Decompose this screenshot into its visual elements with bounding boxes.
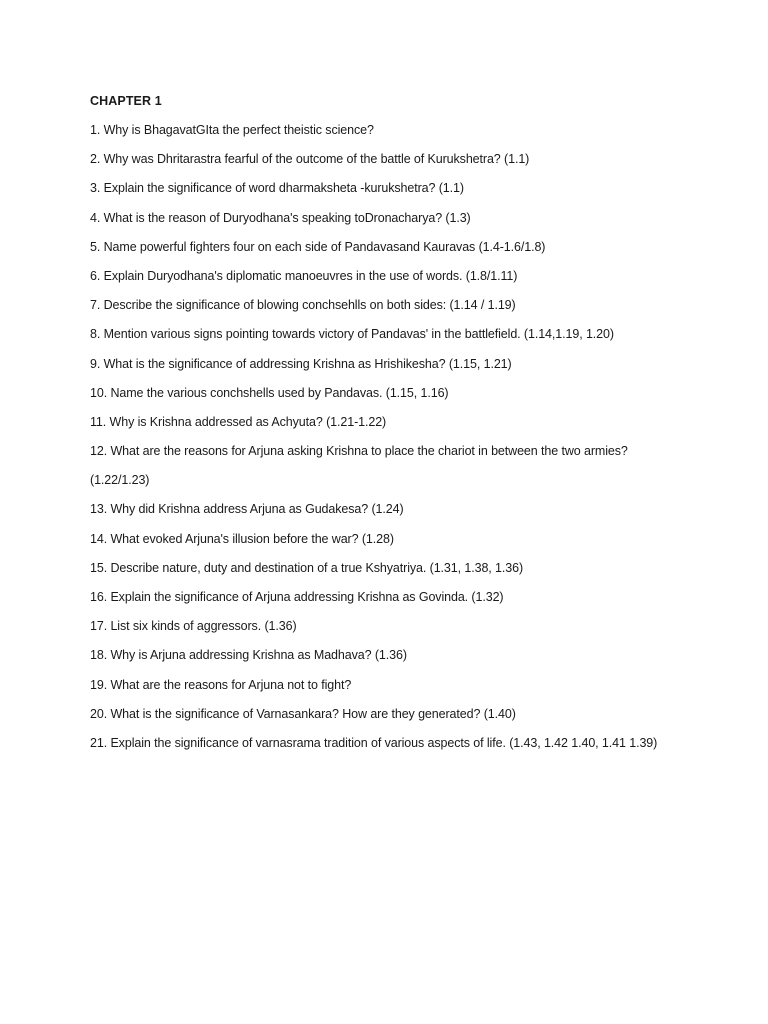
question-line-9: 9. What is the significance of addressing Krishna as Hrishikesha? (1.15, 1.21) (90, 356, 512, 371)
question-list (90, 121, 730, 752)
question-line-10: 10. Name the various conchshells used by Pandavas. (1.15, 1.16) (90, 385, 449, 400)
chapter-heading: CHAPTER 1 (90, 94, 162, 108)
question-line-3: 3. Explain the significance of word dharmaksheta -kurukshetra? (1.1) (90, 181, 464, 196)
question-line-6: 6. Explain Duryodhana's diplomatic manoeuvres in the use of words. (1.8/1.11) (90, 268, 518, 283)
question-line-18: 18. Why is Arjuna addressing Krishna as Madhava? (1.36) (90, 648, 407, 663)
question-line-5: 5. Name powerful fighters four on each side of Pandavasand Kauravas (1.4-1.6/1.8) (90, 239, 546, 254)
question-line-4: 4. What is the reason of Duryodhana's speaking toDronacharya? (1.3) (90, 210, 471, 225)
question-line-14: 14. What evoked Arjuna's illusion before the war? (1.28) (90, 531, 394, 546)
question-line-20: 20. What is the significance of Varnasankara? How are they generated? (1.40) (90, 706, 516, 721)
question-line-12-continuation: (1.22/1.23) (90, 473, 150, 488)
question-line-21: 21. Explain the significance of varnasrama tradition of various aspects of life. (1.43, 1.42 1.40, 1.41 1.39) (90, 735, 658, 750)
question-line-12: 12. What are the reasons for Arjuna asking Krishna to place the chariot in between the two armies? (90, 444, 628, 459)
document-content (90, 92, 730, 763)
question-line-8: 8. Mention various signs pointing towards victory of Pandavas' in the battlefield. (1.14,1.19, 1.20) (90, 327, 614, 342)
question-line-16: 16. Explain the significance of Arjuna addressing Krishna as Govinda. (1.32) (90, 590, 504, 604)
question-line-13: 13. Why did Krishna address Arjuna as Gudakesa? (1.24) (90, 502, 404, 517)
question-line-1: 1. Why is BhagavatGIta the perfect theistic science? (90, 123, 374, 137)
question-line-17: 17. List six kinds of aggressors. (1.36) (90, 619, 297, 634)
question-line-11: 11. Why is Krishna addressed as Achyuta? (1.21-1.22) (90, 414, 387, 429)
question-line-19: 19. What are the reasons for Arjuna not to fight? (90, 677, 352, 692)
question-line-7: 7. Describe the significance of blowing conchsehlls on both sides: (1.14 / 1.19) (90, 298, 516, 313)
question-line-2: 2. Why was Dhritarastra fearful of the outcome of the battle of Kurukshetra? (1.1) (90, 152, 530, 167)
question-line-15: 15. Describe nature, duty and destination of a true Kshyatriya. (1.31, 1.38, 1.36) (90, 560, 524, 575)
